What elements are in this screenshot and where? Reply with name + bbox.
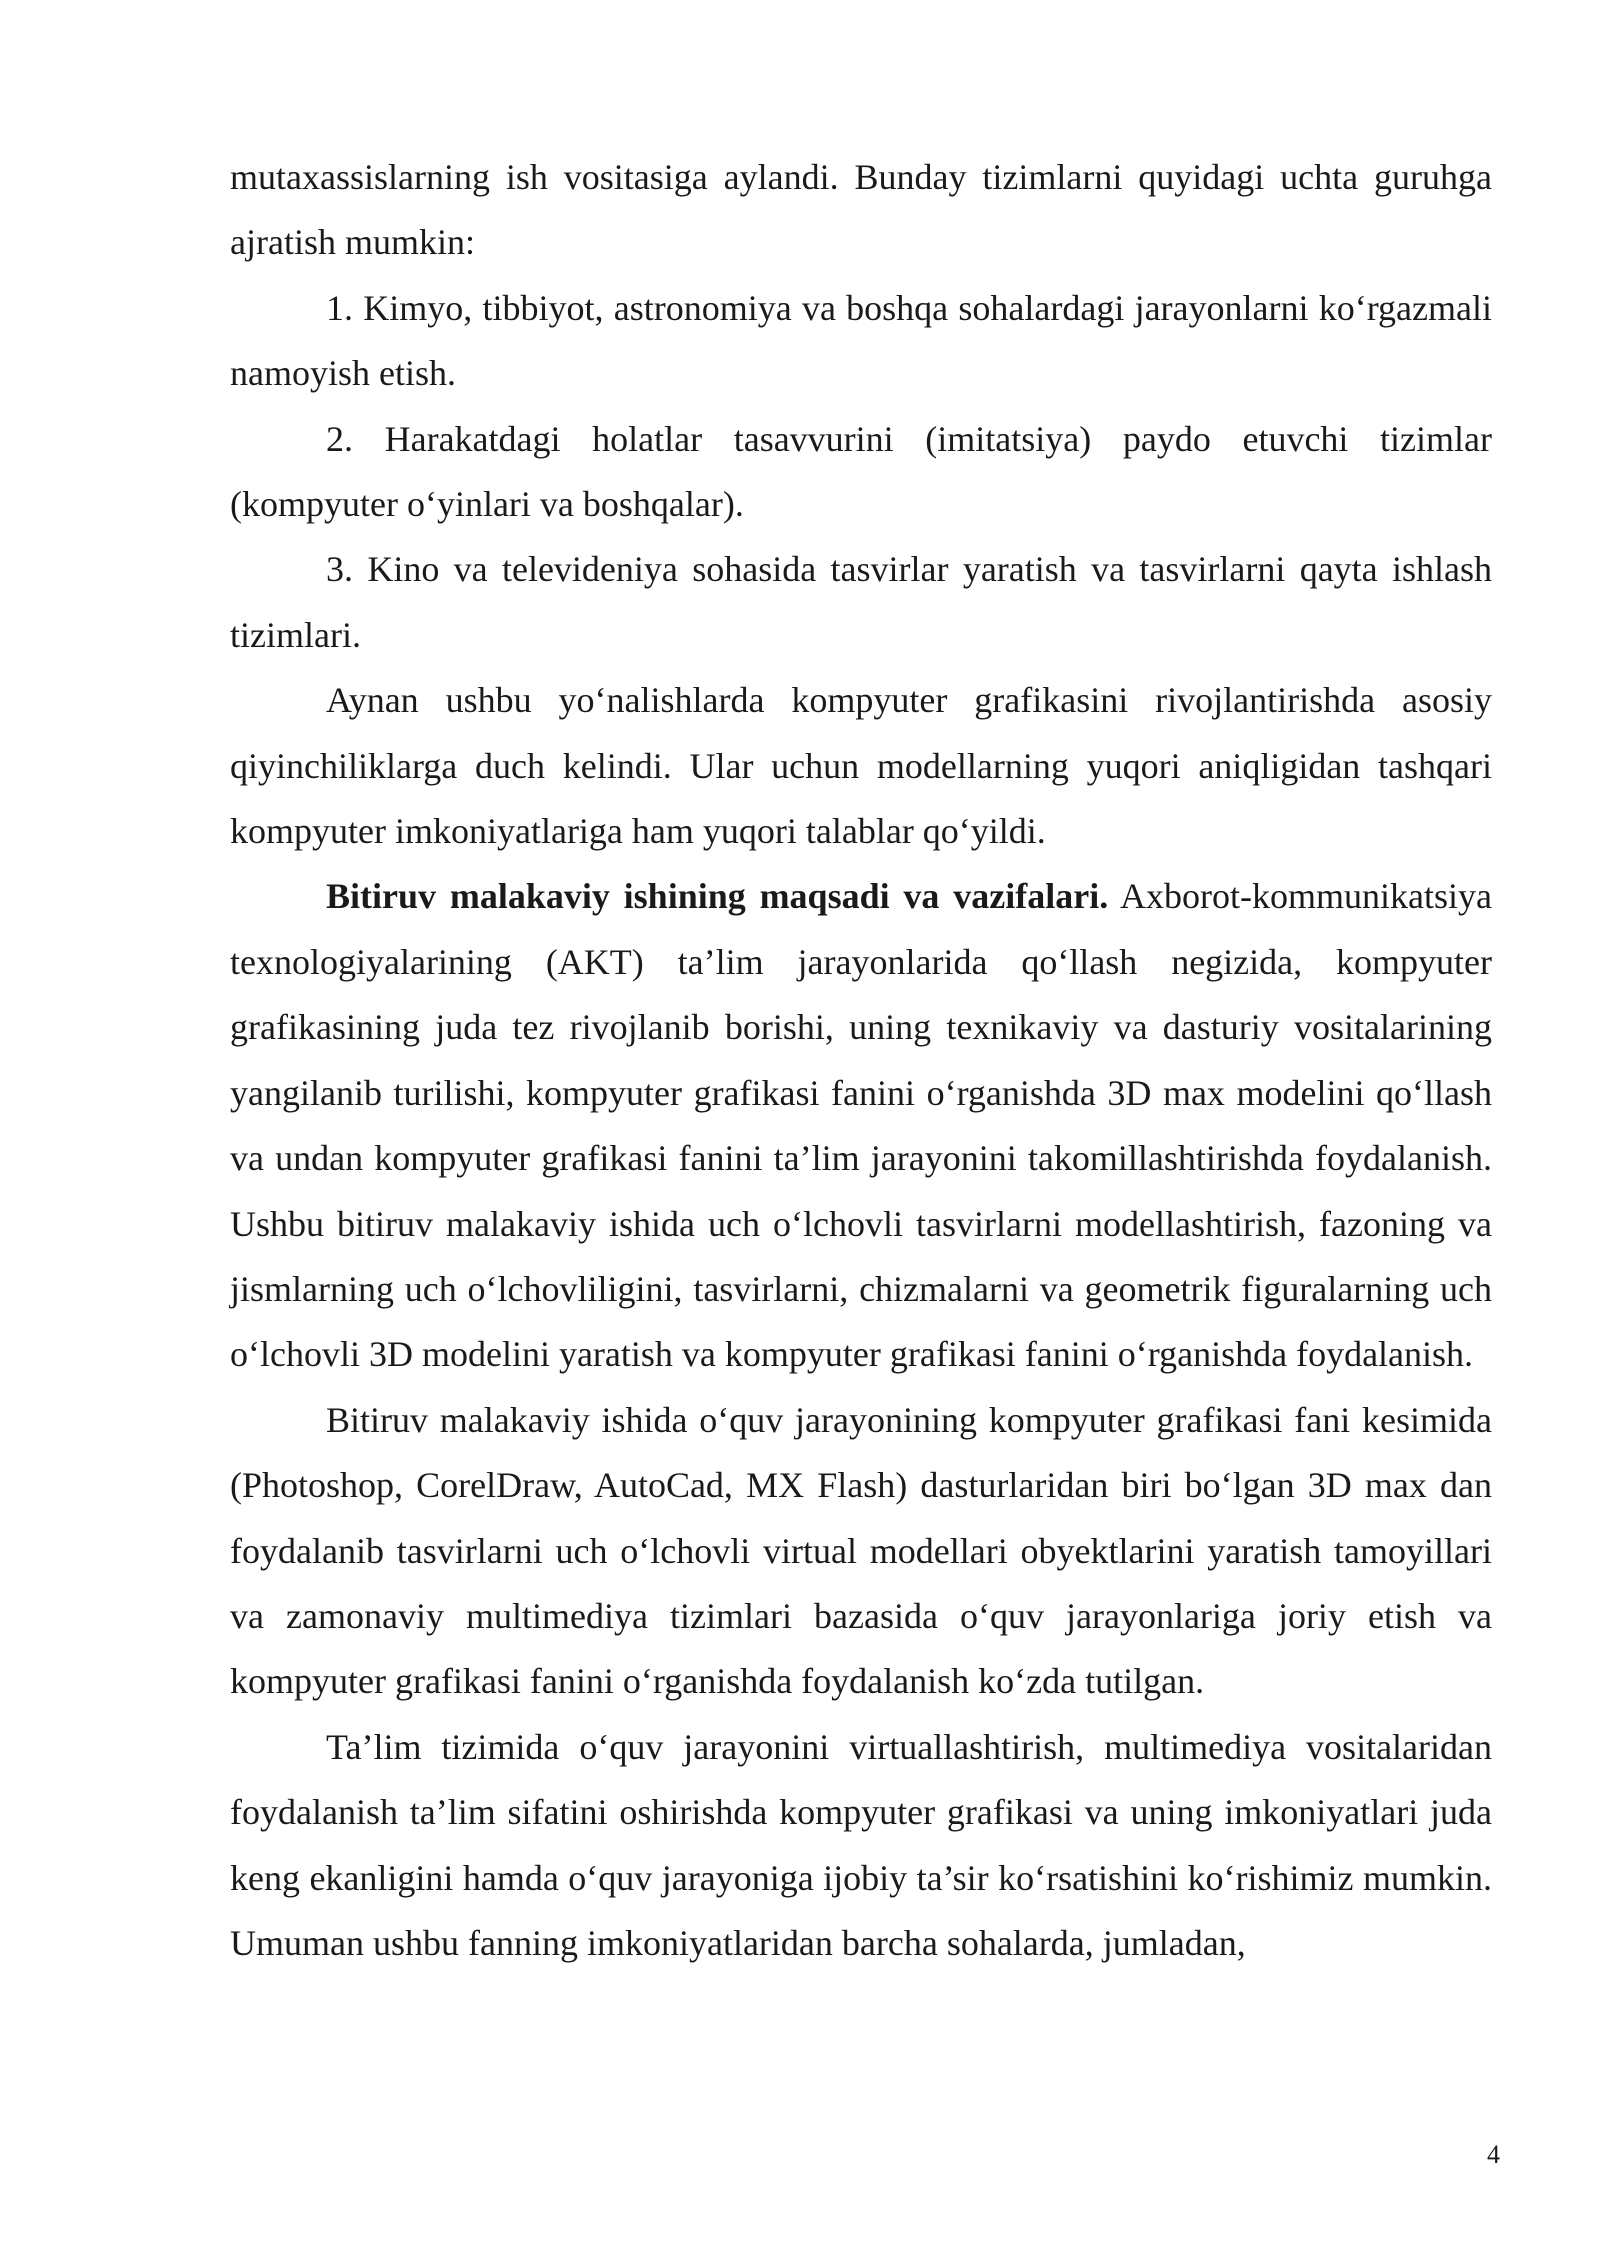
section-heading-goals: Bitiruv malakaviy ishining maqsadi va vazifalari. bbox=[326, 876, 1109, 917]
list-item-1: 1. Kimyo, tibbiyot, astronomiya va boshqa sohalardagi jarayonlarni koʻrgazmali namoyish etish. bbox=[230, 287, 1492, 394]
list-item-2: 2. Harakatdagi holatlar tasavvurini (imitatsiya) paydo etuvchi tizimlar (kompyuter oʻyinlari va boshqalar). bbox=[230, 418, 1492, 525]
paragraph-goals-text: Axborot-kommunikatsiya texnologiyalarining (AKT) ta’lim jarayonlarida qoʻllash negizida, kompyuter grafikasining juda tez rivojlanib borishi, uning texnikaviy va dasturiy vositalarining yangilanib turilishi, kompyuter grafikasi fanini oʻrganishda 3D max modelini qoʻllash va undan kompyuter grafikasi fanini ta’lim jarayonini takomillashtirishda foydalanish. Ushbu bitiruv malakaviy ishida uch oʻlchovli tasvirlarni modellashtirish, fazoning va jismlarning uch oʻlchovliligini, tasvirlarni, chizmalarni va geometrik figuralarning uch oʻlchovli 3D modelini yaratish va kompyuter grafikasi fanini oʻrganishda foydalanish. bbox=[230, 876, 1493, 1375]
paragraph-virtualization: Ta’lim tizimida oʻquv jarayonini virtuallashtirish, multimediya vositalaridan foydalanish ta’lim sifatini oshirishda kompyuter grafikasi va uning imkoniyatlari juda keng ekanligini hamda oʻquv jarayoniga ijobiy ta’sir koʻrsatishini koʻrishimiz mumkin. Umuman ushbu fanning imkoniyatlaridan barcha sohalarda, jumladan, bbox=[230, 1726, 1492, 1963]
paragraph-difficulties: Aynan ushbu yoʻnalishlarda kompyuter grafikasini rivojlantirishda asosiy qiyinchiliklarga duch kelindi. Ular uchun modellarning yuqori aniqligidan tashqari kompyuter imkoniyatlariga ham yuqori talablar qoʻyildi. bbox=[230, 680, 1492, 852]
paragraph-goals bbox=[230, 864, 1492, 1387]
page-number: 4 bbox=[1487, 2140, 1500, 2169]
document-page bbox=[230, 145, 1492, 1976]
list-item-3: 3. Kino va televideniya sohasida tasvirlar yaratish va tasvirlarni qayta ishlash tizimlari. bbox=[230, 549, 1492, 655]
paragraph-thesis-scope: Bitiruv malakaviy ishida oʻquv jarayonining kompyuter grafikasi fani kesimida (Photoshop, CorelDraw, AutoCad, MX Flash) dasturlaridan biri boʻlgan 3D max dan foydalanib tasvirlarni uch oʻlchovli virtual modellari obyektlarini yaratish tamoyillari va zamonaviy multimediya tizimlari bazasida oʻquv jarayonlariga joriy etish va kompyuter grafikasi fanini oʻrganishda foydalanish koʻzda tutilgan. bbox=[230, 1399, 1492, 1702]
paragraph-continuation: mutaxassislarning ish vositasiga aylandi. Bunday tizimlarni quyidagi uchta guruhga ajratish mumkin: bbox=[230, 157, 1492, 263]
